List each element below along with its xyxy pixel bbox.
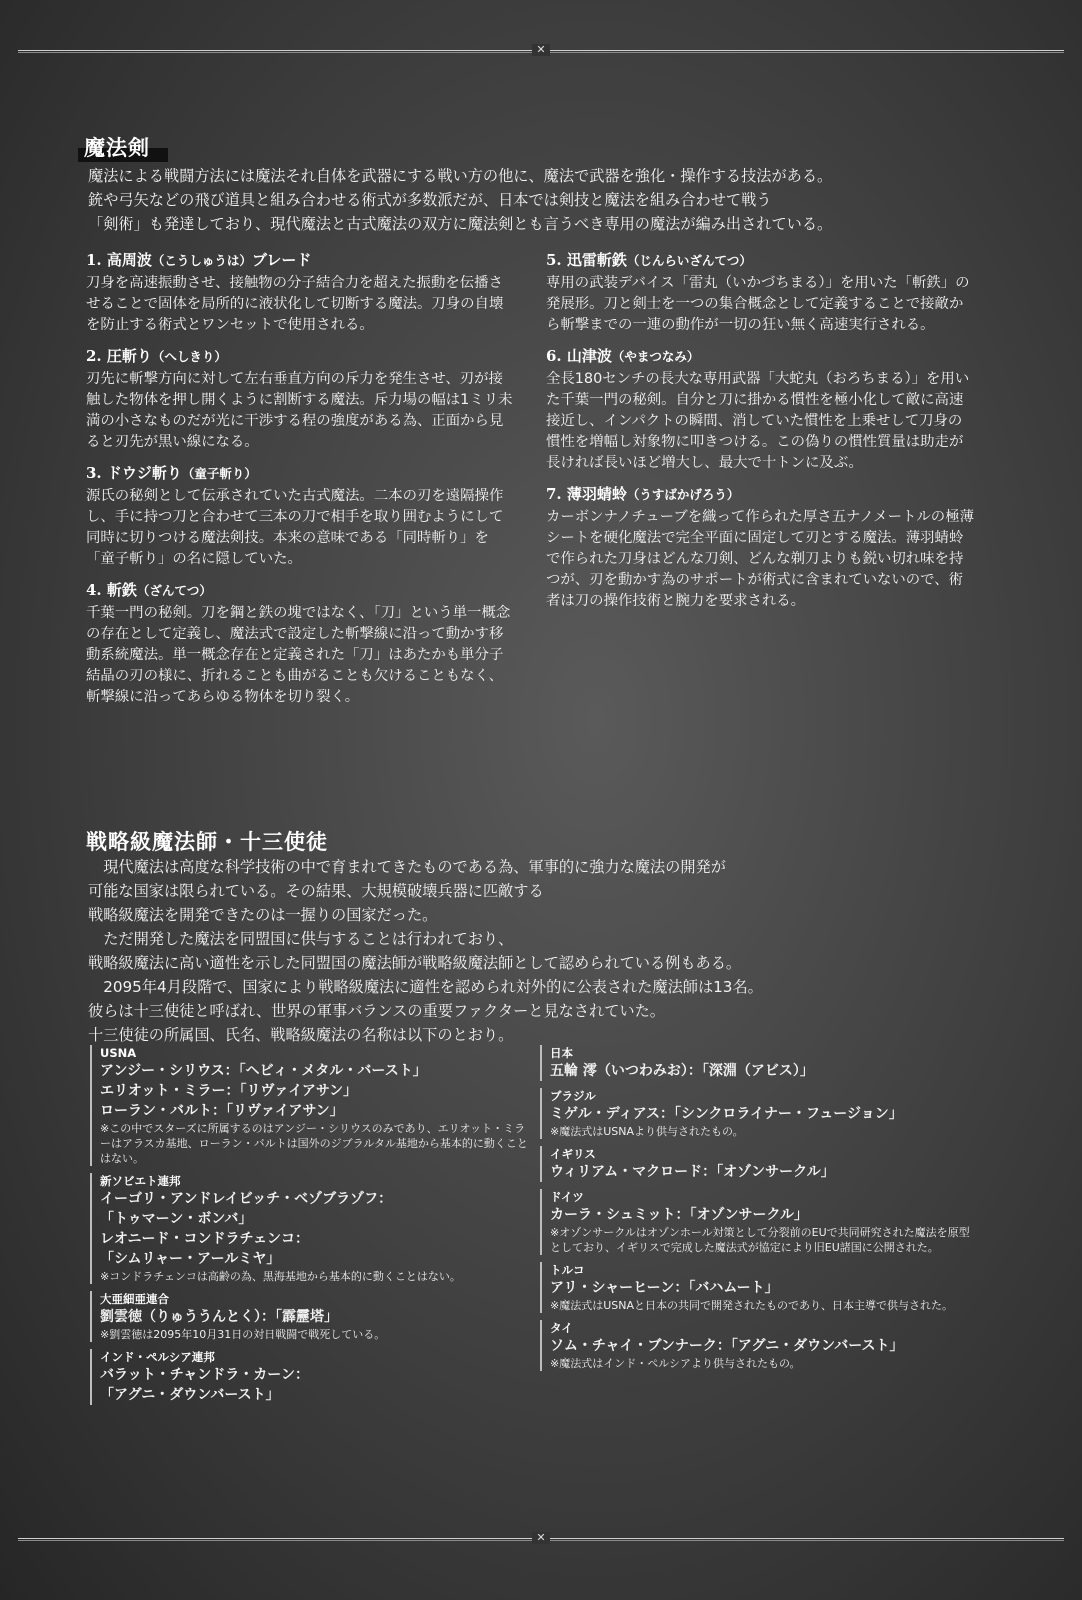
section-title-magic-sword: 魔法剣 xyxy=(84,135,150,160)
apostle-note: ※この中でスターズに所属するのはアンジー・シリウスのみであり、エリオット・ミラーはアラスカ基地、ローラン・バルトは国外のジブラルタル基地から基本的に動くことはない。 xyxy=(100,1122,528,1165)
country-label: イギリス xyxy=(550,1147,596,1161)
technique-heading: 7. 薄羽蜻蛉（うすばかげろう） xyxy=(546,485,740,503)
apostle-note: ※オゾンサークルはオゾンホール対策として分裂前のEUで共同研究された魔法を原型としており、イギリスで完成した魔法式が協定により旧EU諸国に公開された。 xyxy=(550,1226,970,1254)
left-column xyxy=(86,250,516,718)
intro-line: 十三使徒の所属国、氏名、戦略級魔法の名称は以下のとおり。 xyxy=(88,1026,514,1044)
knot-ornament-icon: ✕ xyxy=(532,1532,550,1544)
technique-heading: 2. 圧斬り（へしきり） xyxy=(86,347,227,365)
intro-line: 魔法による戦闘方法には魔法それ自体を武器にする戦い方の他に、魔法で武器を強化・操作する技法がある。 xyxy=(88,167,833,185)
technique-description: 源氏の秘剣として伝承されていた古式魔法。二本の刃を遠隔操作し、手に持つ刀と合わせて三本の刀で相手を取り囲むようにして同時に切りつける魔法剣技。本来の意味である「同時斬り」を「童子斬り」の名に隠していた。 xyxy=(86,488,504,567)
bottom-ornament-rule xyxy=(18,1532,1064,1546)
country-group-brazil xyxy=(540,1088,980,1139)
technique-item xyxy=(86,250,516,336)
technique-heading: 5. 迅雷斬鉄（じんらいざんてつ） xyxy=(546,251,752,269)
intro-line: 2095年4月段階で、国家により戦略級魔法に適性を認められ対外的に公表された魔法師は13名。 xyxy=(103,978,763,996)
apostles-left-list xyxy=(90,1045,530,1412)
apostle-entry: カーラ・シュミット：「オゾンサークル」 xyxy=(550,1207,809,1223)
technique-heading: 4. 斬鉄（ざんてつ） xyxy=(86,581,212,599)
apostle-note: ※魔法式はインド・ペルシアより供与されたもの。 xyxy=(550,1357,801,1370)
country-group-great-asian-alliance xyxy=(90,1291,530,1342)
country-group-japan xyxy=(540,1045,980,1081)
country-group-germany xyxy=(540,1189,980,1255)
apostle-entry: ローラン・バルト：「リヴァイアサン」 xyxy=(100,1103,344,1119)
intro-line: 彼らは十三使徒と呼ばれ、世界の軍事バランスの重要ファクターと見なされていた。 xyxy=(88,1002,665,1020)
apostle-entry: 「シムリャー・アールミヤ」 xyxy=(100,1251,281,1267)
technique-item xyxy=(546,346,976,474)
apostle-entry: エリオット・ミラー：「リヴァイアサン」 xyxy=(100,1083,358,1099)
country-label: 新ソビエト連邦 xyxy=(100,1174,181,1188)
country-group-indo-persia xyxy=(90,1349,530,1405)
technique-description: 千葉一門の秘剣。刀を鋼と鉄の塊ではなく、「刀」という単一概念の存在として定義し、魔法式で設定した斬撃線に沿って動かす移動系統魔法。単一概念存在と定義された「刀」はあたかも単分子結晶の刃の様に、折れることも曲がることも欠けることもなく、斬撃線に沿ってあらゆる物体を切り裂く。 xyxy=(86,605,511,705)
technique-description: 専用の武装デバイス「雷丸（いかづちまる）」を用いた「斬鉄」の発展形。刀と剣士を一つの集合概念として定義することで接敵から斬撃までの一連の動作が一切の狂い無く高速実行される。 xyxy=(546,275,970,333)
intro-line: 現代魔法は高度な科学技術の中で育まれてきたものである為、軍事的に強力な魔法の開発が xyxy=(103,858,726,876)
intro-line: 可能な国家は限られている。その結果、大規模破壊兵器に匹敵する xyxy=(88,882,544,900)
apostle-entry: 劉雲徳（りゅううんとく）：「霹靂塔」 xyxy=(100,1309,338,1325)
apostle-entry: ミゲル・ディアス：「シンクロライナー・フュージョン」 xyxy=(550,1106,903,1122)
country-label: タイ xyxy=(550,1321,573,1335)
apostle-entry: ソム・チャイ・ブンナーク：「アグニ・ダウンバースト」 xyxy=(550,1338,904,1354)
intro-line: 「剣術」も発達しており、現代魔法と古式魔法の双方に魔法剣とも言うべき専用の魔法が編み出されている。 xyxy=(88,215,833,233)
technique-heading: 6. 山津波（やまつなみ） xyxy=(546,347,700,365)
technique-item xyxy=(86,346,516,453)
apostle-note: ※コンドラチェンコは高齢の為、黒海基地から基本的に動くことはない。 xyxy=(100,1270,461,1283)
country-label: インド・ペルシア連邦 xyxy=(100,1350,215,1364)
country-group-turkey xyxy=(540,1262,980,1313)
apostle-entry: バラット・チャンドラ・カーン： xyxy=(100,1367,310,1383)
intro-thirteen-apostles xyxy=(88,855,1028,1047)
country-label: USNA xyxy=(100,1046,137,1060)
knot-ornament-icon: ✕ xyxy=(532,44,550,56)
apostle-entry: アンジー・シリウス：「ヘビィ・メタル・バースト」 xyxy=(100,1063,427,1079)
country-group-britain xyxy=(540,1146,980,1182)
apostle-note: ※劉雲徳は2095年10月31日の対日戦闘で戦死している。 xyxy=(100,1328,386,1341)
country-group-new-soviet xyxy=(90,1173,530,1284)
intro-line: ただ開発した魔法を同盟国に供与することは行われており、 xyxy=(103,930,514,948)
intro-magic-sword xyxy=(88,164,1028,236)
intro-line: 銃や弓矢などの飛び道具と組み合わせる術式が多数派だが、日本では剣技と魔法を組み合わせて戦う xyxy=(88,191,772,209)
technique-description: 全長180センチの長大な専用武器「大蛇丸（おろちまる）」を用いた千葉一門の秘剣。自分と刀に掛かる慣性を極小化して敵に高速接近し、インパクトの瞬間、消していた慣性を上乗せして刀身の慣性を増幅し対象物に叩きつける。この偽りの慣性質量は助走が長ければ長いほど増大し、最大で十トンに及ぶ。 xyxy=(546,371,970,471)
technique-item xyxy=(546,484,976,612)
technique-item xyxy=(546,250,976,336)
apostle-entry: イーゴリ・アンドレイビッチ・ベゾブラゾフ： xyxy=(100,1191,393,1207)
apostle-note: ※魔法式はUSNAより供与されたもの。 xyxy=(550,1125,744,1138)
intro-line: 戦略級魔法に高い適性を示した同盟国の魔法師が戦略級魔法師として認められている例もある。 xyxy=(88,954,742,972)
technique-item xyxy=(86,580,516,708)
technique-heading: 1. 高周波（こうしゅうは）ブレード xyxy=(86,251,312,269)
apostle-entry: 「トゥマーン・ボンバ」 xyxy=(100,1211,253,1227)
apostle-note: ※魔法式はUSNAと日本の共同で開発されたものであり、日本主導で供与された。 xyxy=(550,1299,954,1312)
country-label: ブラジル xyxy=(550,1089,596,1103)
apostle-entry: ウィリアム・マクロード：「オゾンサークル」 xyxy=(550,1164,835,1180)
apostles-right-list xyxy=(540,1045,980,1378)
technique-description: カーボンナノチューブを織って作られた厚さ五ナノメートルの極薄シートを硬化魔法で完全平面に固定して刃とする魔法。薄羽蜻蛉で作られた刀身はどんな刀剣、どんな剃刀よりも鋭い切れ味を持つが、刃を動かす為のサポートが術式に含まれていないので、術者は刀の操作技術と腕力を要求される。 xyxy=(546,509,974,609)
apostle-entry: レオニード・コンドラチェンコ： xyxy=(100,1231,310,1247)
apostle-entry: 「アグニ・ダウンバースト」 xyxy=(100,1387,280,1403)
technique-item xyxy=(86,463,516,570)
right-column xyxy=(546,250,976,622)
technique-description: 刀身を高速振動させ、接触物の分子結合力を超えた振動を伝播させることで固体を局所的に液状化して切断する魔法。刀身の自壊を防止する術式とワンセットで使用される。 xyxy=(86,275,504,333)
country-label: 日本 xyxy=(550,1046,573,1060)
top-ornament-rule xyxy=(18,44,1064,58)
country-group-usna xyxy=(90,1045,530,1166)
country-label: ドイツ xyxy=(550,1190,584,1204)
country-group-thailand xyxy=(540,1320,980,1371)
apostle-entry: 五輪 澪（いつわみお）：「深淵（アビス）」 xyxy=(550,1063,814,1079)
intro-line: 戦略級魔法を開発できたのは一握りの国家だった。 xyxy=(88,906,438,924)
apostle-entry: アリ・シャーヒーン：「バハムート」 xyxy=(550,1280,779,1296)
country-label: 大亜細亜連合 xyxy=(100,1292,169,1306)
technique-heading: 3. ドウジ斬り（童子斬り） xyxy=(86,464,257,482)
section-title-thirteen-apostles: 戦略級魔法師・十三使徒 xyxy=(86,829,328,854)
technique-description: 刃先に斬撃方向に対して左右垂直方向の斥力を発生させ、刃が接触した物体を押し開くように割断する魔法。斥力場の幅は1ミリ未満の小さなものだが光に干渉する程の強度がある為、正面から見ると刃先が黒い線になる。 xyxy=(86,371,513,450)
country-label: トルコ xyxy=(550,1263,585,1277)
